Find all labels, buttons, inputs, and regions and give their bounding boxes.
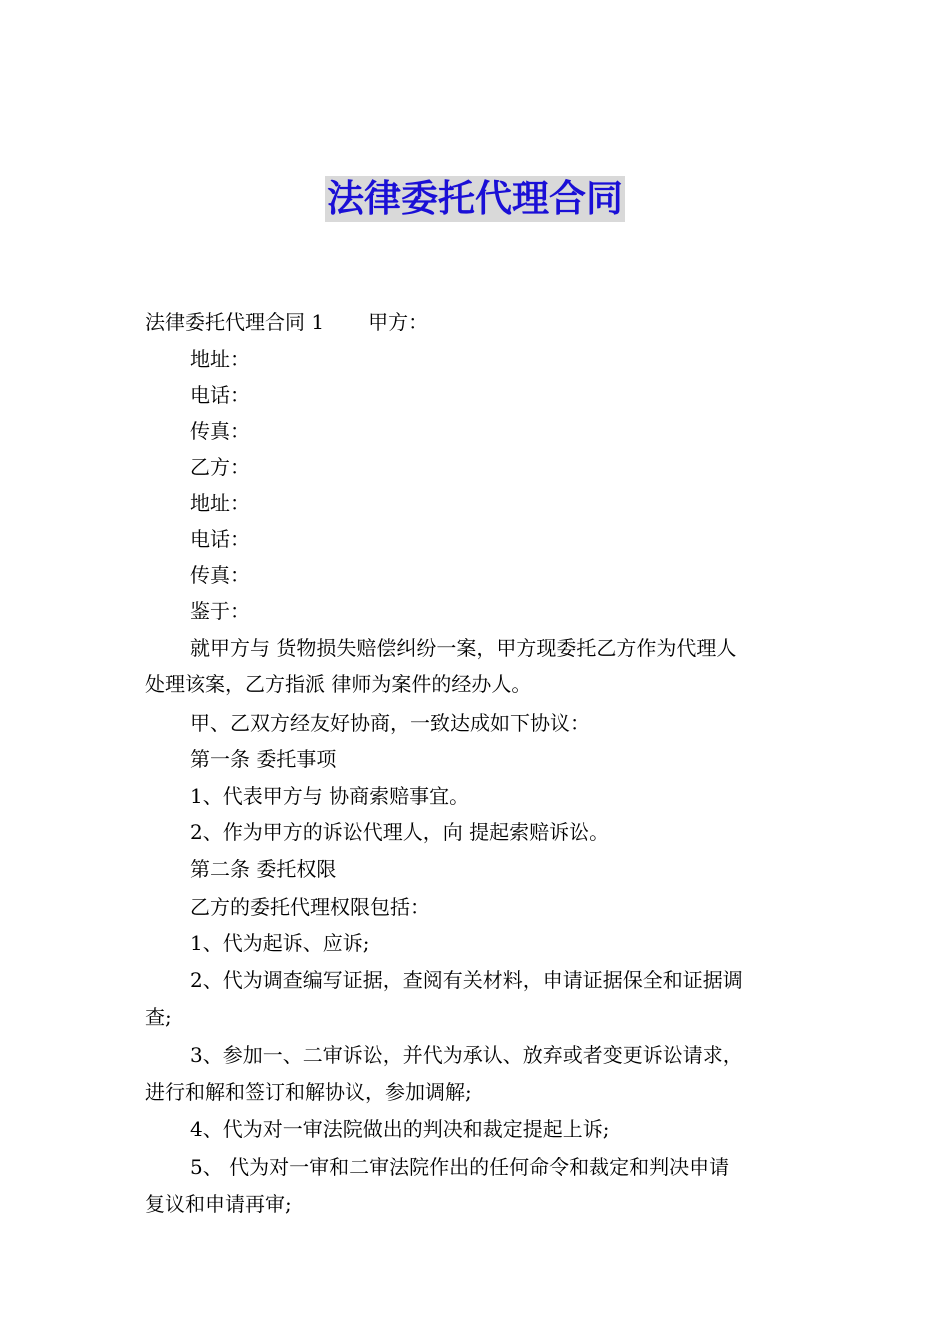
article-heading: 第二条 委托权限 (190, 857, 337, 881)
paragraph-line: 甲、乙双方经友好协商，一致达成如下协议： (190, 711, 590, 735)
party-b-address: 地址： (190, 491, 250, 515)
document-title-wrap (0, 176, 950, 222)
first-line (145, 308, 428, 336)
document-title: 法律委托代理合同 (327, 177, 623, 220)
list-item: 2、代为调查编写证据，查阅有关材料，申请证据保全和证据调 (190, 968, 743, 992)
party-b-fax: 传真： (190, 563, 250, 587)
party-b-phone: 电话： (190, 527, 250, 551)
list-item: 2、作为甲方的诉讼代理人，向 提起索赔诉讼。 (190, 820, 610, 844)
list-item: 1、代为起诉、应诉; (190, 931, 370, 955)
whereas-label: 鉴于： (190, 599, 250, 623)
list-item: 1、代表甲方与 协商索赔事宜。 (190, 784, 470, 808)
party-a-address: 地址： (190, 347, 250, 371)
list-item: 3、参加一、二审诉讼，并代为承认、放弃或者变更诉讼请求， (190, 1043, 743, 1067)
party-a-label: 甲方： (368, 310, 429, 334)
contract-heading: 法律委托代理合同 1 (145, 310, 325, 334)
article-heading: 第一条 委托事项 (190, 747, 337, 771)
paragraph-line: 乙方的委托代理权限包括： (190, 895, 430, 919)
list-item: 5、 代为对一审和二审法院作出的任何命令和裁定和判决申请 (190, 1155, 730, 1179)
paragraph-line: 处理该案，乙方指派 律师为案件的经办人。 (145, 672, 532, 696)
list-item-cont: 进行和解和签订和解协议，参加调解; (145, 1080, 472, 1104)
list-item-cont: 查; (145, 1005, 172, 1029)
party-b-label: 乙方： (190, 455, 250, 479)
party-a-phone: 电话： (190, 383, 250, 407)
paragraph-line: 就甲方与 货物损失赔偿纠纷一案，甲方现委托乙方作为代理人 (190, 636, 737, 660)
party-a-fax: 传真： (190, 419, 250, 443)
list-item-cont: 复议和申请再审; (145, 1192, 292, 1216)
list-item: 4、代为对一审法院做出的判决和裁定提起上诉; (190, 1117, 610, 1141)
